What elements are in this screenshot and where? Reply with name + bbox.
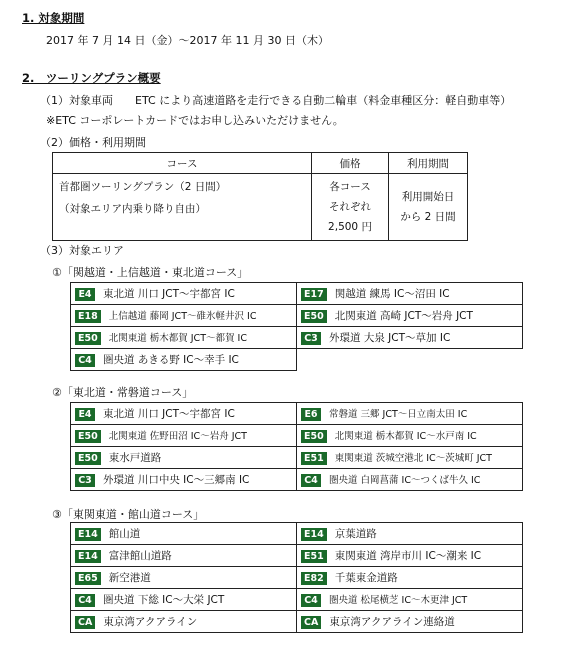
route-number-badge: E50 — [75, 332, 101, 345]
route-number-badge: E50 — [75, 430, 101, 443]
table-row — [71, 589, 523, 611]
route-number-badge: CA — [75, 616, 95, 629]
route-number-badge: C3 — [301, 332, 321, 345]
route-cell — [71, 545, 297, 567]
route-name: 圏央道 白岡菖蒲 IC～つくば牛久 IC — [329, 475, 481, 486]
route-cell — [71, 469, 297, 491]
route-cell — [297, 611, 523, 633]
table-row — [71, 447, 523, 469]
route-cell — [297, 545, 523, 567]
route-number-badge: E50 — [301, 430, 327, 443]
area1-title: ①「関越道・上信越道・東北道コース」 — [52, 266, 249, 279]
route-name: 北関東道 佐野田沼 IC～岩舟 JCT — [108, 431, 247, 442]
route-number-badge: E4 — [75, 288, 95, 301]
area2-route-table — [70, 402, 523, 491]
route-number-badge: C4 — [301, 594, 321, 607]
route-name: 東水戸道路 — [108, 452, 162, 464]
table-row — [71, 283, 523, 305]
route-cell — [71, 305, 297, 327]
header-course: コース — [53, 153, 312, 174]
table-row — [71, 403, 523, 425]
route-name: 上信越道 藤岡 JCT～碓氷軽井沢 IC — [108, 311, 257, 322]
route-name: 北関東道 栃木都賀 JCT～都賀 IC — [108, 333, 247, 344]
price-table — [52, 152, 468, 241]
route-name: 外環道 川口中央 IC～三郷南 IC — [103, 474, 250, 486]
period-cell — [389, 174, 468, 241]
route-number-badge: E82 — [301, 572, 327, 585]
route-cell — [71, 283, 297, 305]
table-row — [71, 425, 523, 447]
route-cell — [71, 611, 297, 633]
route-name: 館山道 — [108, 528, 141, 540]
section1-title: 1. 対象期間 — [22, 11, 85, 25]
price-line2: それぞれ — [329, 201, 371, 213]
area3-title: ③「東関東道・館山道コース」 — [52, 508, 205, 521]
route-number-badge: E50 — [301, 310, 327, 323]
header-period: 利用期間 — [389, 153, 468, 174]
route-cell — [71, 567, 297, 589]
card-note: ※ETC コーポレートカードではお申し込みいただけません。 — [46, 114, 344, 127]
route-number-badge: C4 — [75, 594, 95, 607]
route-cell — [297, 567, 523, 589]
route-number-badge: E18 — [75, 310, 101, 323]
period-line2: から 2 日間 — [400, 211, 456, 223]
route-cell — [71, 447, 297, 469]
route-name: 東京湾アクアライン — [103, 616, 198, 628]
route-number-badge: C3 — [75, 474, 95, 487]
table-row — [71, 523, 523, 545]
route-number-badge: E65 — [75, 572, 101, 585]
table-row — [71, 305, 523, 327]
table-row — [71, 567, 523, 589]
vehicle-text: （1）対象車両 ETC により高速道路を走行できる自動二輪車（料金車種区分：軽自動車等） — [40, 94, 512, 107]
route-name: 新空港道 — [108, 572, 151, 584]
route-name: 東関東道 茨城空港北 IC～茨城町 JCT — [334, 453, 492, 464]
route-number-badge: E51 — [301, 550, 327, 563]
route-cell — [71, 425, 297, 447]
period-line1: 利用開始日 — [401, 191, 455, 203]
course-cell — [53, 174, 312, 241]
route-number-badge: C4 — [301, 474, 321, 487]
route-name: 圏央道 あきる野 IC～幸手 IC — [103, 354, 239, 366]
route-number-badge: E14 — [75, 528, 101, 541]
route-name: 富津館山道路 — [108, 550, 172, 562]
header-price: 価格 — [312, 153, 389, 174]
route-cell — [297, 523, 523, 545]
route-name: 常磐道 三郷 JCT～日立南太田 IC — [329, 409, 468, 420]
table-row — [71, 611, 523, 633]
route-name: 東京湾アクアライン連絡道 — [329, 616, 455, 628]
section2-title: 2. ツーリングプラン概要 — [22, 71, 161, 85]
route-name: 北関東道 栃木都賀 IC～水戸南 IC — [334, 431, 477, 442]
route-name: 千葉東金道路 — [334, 572, 398, 584]
price-line1: 各コース — [329, 181, 371, 193]
route-cell — [71, 589, 297, 611]
route-number-badge: E4 — [75, 408, 95, 421]
table-row — [71, 469, 523, 491]
route-cell — [297, 283, 523, 305]
table-row — [71, 349, 523, 371]
route-number-badge: E6 — [301, 408, 321, 421]
empty-cell — [297, 349, 523, 371]
price-section-title: （2）価格・利用期間 — [40, 136, 146, 149]
route-cell — [297, 305, 523, 327]
route-cell — [297, 469, 523, 491]
route-number-badge: CA — [301, 616, 321, 629]
course-name: 首都圏ツーリングプラン（2 日間） — [59, 181, 227, 193]
route-name: 圏央道 松尾横芝 IC～木更津 JCT — [329, 595, 468, 606]
route-number-badge: C4 — [75, 354, 95, 367]
route-cell — [71, 523, 297, 545]
route-cell — [71, 327, 297, 349]
route-name: 圏央道 下総 IC～大栄 JCT — [103, 594, 225, 606]
route-cell — [297, 589, 523, 611]
area-section-title: （3）対象エリア — [40, 244, 124, 257]
route-name: 東北道 川口 JCT～宇都宮 IC — [103, 408, 235, 420]
table-row — [71, 327, 523, 349]
route-number-badge: E50 — [75, 452, 101, 465]
area1-route-table — [70, 282, 523, 371]
price-cell — [312, 174, 389, 241]
route-number-badge: E14 — [301, 528, 327, 541]
table-row — [71, 545, 523, 567]
route-cell — [297, 425, 523, 447]
route-cell — [297, 327, 523, 349]
period-text: 2017 年 7 月 14 日（金）～2017 年 11 月 30 日（木） — [46, 34, 329, 47]
route-name: 京葉道路 — [334, 528, 377, 540]
route-number-badge: E51 — [301, 452, 327, 465]
route-name: 外環道 大泉 JCT～草加 IC — [329, 332, 451, 344]
area2-title: ②「東北道・常磐道コース」 — [52, 386, 194, 399]
route-cell — [71, 349, 297, 371]
route-name: 東関東道 湾岸市川 IC～潮来 IC — [334, 550, 482, 562]
route-name: 北関東道 高崎 JCT～岩舟 JCT — [334, 310, 473, 322]
area3-route-table — [70, 522, 523, 633]
course-note: （対象エリア内乗り降り自由） — [59, 203, 206, 215]
route-name: 東北道 川口 JCT～宇都宮 IC — [103, 288, 235, 300]
route-name: 関越道 練馬 IC～沼田 IC — [334, 288, 450, 300]
route-number-badge: E14 — [75, 550, 101, 563]
route-cell — [297, 403, 523, 425]
route-cell — [71, 403, 297, 425]
route-cell — [297, 447, 523, 469]
price-line3: 2,500 円 — [328, 221, 372, 233]
route-number-badge: E17 — [301, 288, 327, 301]
